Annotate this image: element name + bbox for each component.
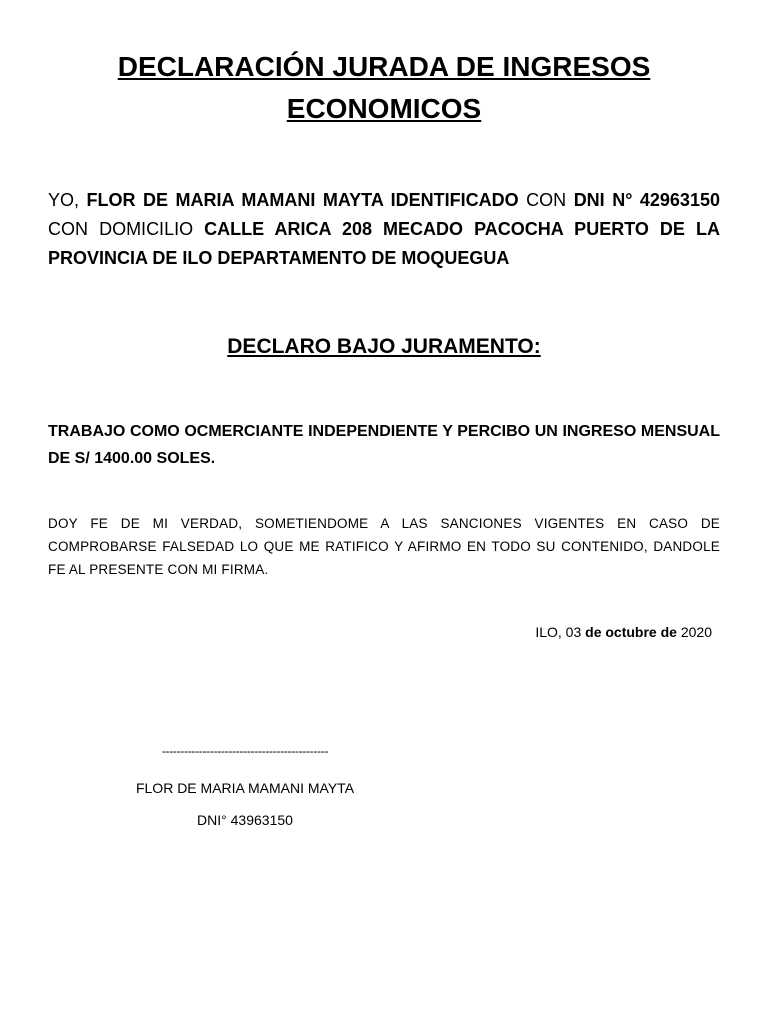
date-month: octubre <box>601 624 661 640</box>
date-year: 2020 <box>676 624 712 640</box>
declarant-name: FLOR DE MARIA MAMANI MAYTA IDENTIFICADO <box>86 190 519 210</box>
date-de-1: de <box>585 624 602 640</box>
date-place: ILO, 03 <box>535 624 586 640</box>
intro-con: CON <box>518 190 574 210</box>
intro-prefix: YO, <box>48 190 87 210</box>
document-title: DECLARACIÓN JURADA DE INGRESOS ECONOMICOS <box>117 51 651 124</box>
signature-name: FLOR DE MARIA MAMANI MAYTA <box>135 780 355 796</box>
declarant-intro <box>48 186 720 273</box>
income-statement: TRABAJO COMO OCMERCIANTE INDEPENDIENTE Y PERCIBO UN INGRESO MENSUAL DE S/ 1400.00 SOLES. <box>48 423 720 467</box>
date-de-2: de <box>660 624 677 640</box>
declarant-dni: DNI N° 42963150 <box>573 190 720 210</box>
faith-statement: DOY FE DE MI VERDAD, SOMETIENDOME A LAS SANCIONES VIGENTES EN CASO DE COMPROBARSE FALSEDAD LO QUE ME RATIFICO Y AFIRMO EN TODO SU CONTENIDO, DANDOLE FE AL PRESENTE CON MI FIRMA. <box>48 516 720 577</box>
oath-heading: DECLARO BAJO JURAMENTO: <box>227 335 541 358</box>
intro-domicilio: CON DOMICILIO <box>48 219 205 239</box>
date-line <box>535 622 712 642</box>
signature-dni: DNI° 43963150 <box>197 812 293 828</box>
declarant-address: CALLE ARICA 208 MECADO PACOCHA PUERTO DE LA PROVINCIA DE ILO DEPARTAMENTO DE MOQUEGUA <box>48 219 721 268</box>
signature-line: --------------------------------------------- <box>161 744 329 758</box>
